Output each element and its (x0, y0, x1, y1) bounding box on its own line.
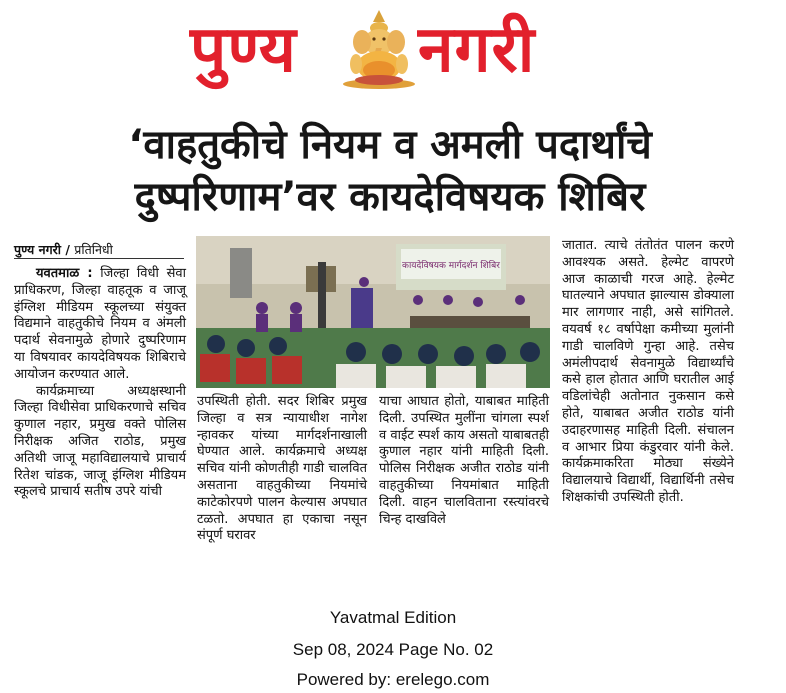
byline-reporter: प्रतिनिधी (74, 242, 113, 257)
masthead (0, 0, 786, 100)
article-column-4 (562, 238, 734, 507)
article-column-2 (197, 394, 367, 545)
headline-line-1: ‘वाहतुकीचे नियम व अमली पदार्थांचे (128, 122, 652, 168)
event-photo-illustration (196, 236, 550, 388)
article-paragraph-1: जिल्हा विधी सेवा प्राधिकरण, जिल्हा वाहतूक व जाजू इंग्लिश मीडियम स्कूलच्या संयुक्त विद्यमाने वाहतुकीचे नियम व अंमली पदार्थ सेवनामुळे होणारे दुष्परिणाम या विषयावर कायदेविषयक शिबिराचे आयोजन करण्यात आले. (14, 266, 186, 382)
byline (14, 241, 113, 258)
footer-date-page: Sep 08, 2024 Page No. 02 (292, 640, 494, 659)
ganesha-icon (338, 6, 420, 90)
masthead-title-right: नगरी (418, 13, 536, 87)
article-paragraph-3: उपस्थिती होती. सदर शिबिर प्रमुख जिल्हा व सत्र न्यायाधीश नागेश न्हावकर यांच्या मार्गदर्शनाखाली घेण्यात आले. कार्यक्रमाचे अध्यक्ष सचिव यांनी कोणतीही गाडी चालवित असताना वाहतुकीच्या नियमांचे काटेकोरपणे पालन केल्यास अपघात टळतो. अपघात हा एकाचा नसून संपूर्ण घरावर (197, 394, 367, 544)
event-photo (196, 236, 550, 388)
footer-edition: Yavatmal Edition (329, 608, 457, 627)
article-column-3 (379, 394, 549, 528)
byline-source: पुण्य नगरी / (14, 242, 70, 257)
masthead-title-left: पुण्य (190, 13, 297, 87)
photo-banner-text: कायदेविषयक मार्गदर्शन शिबिर (402, 261, 500, 271)
article-column-1 (14, 266, 186, 501)
article-paragraph-2: कार्यक्रमाच्या अध्यक्षस्थानी जिल्हा विधीसेवा प्राधिकरणाचे सचिव कुणाल नहार, प्रमुख वक्ते पोलिस निरीक्षक अजित राठोड, प्रमुख अतिथी जाजू महाविद्यालयाचे प्राचार्य रितेश चांडक, जाजू इंग्लिश मीडियम स्कूलचे प्राचार्य सतीष उपरे यांची (14, 383, 186, 500)
article-paragraph-5: जातात. त्याचे तंतोतंत पालन करणे आवश्यक असते. हेल्मेट वापरणे आज काळाची गरज आहे. हेल्मेट घातल्याने अपघात झाल्यास डोक्याला मार लागणार नाही, असे सांगितले. वयवर्ष १८ वर्षापेक्षा कमीच्या मुलांनी गाडी चालविणे गुन्हा आहे. तसेच अमंलीपदार्थ सेवनामुळे विद्यार्थ्यांचे कसे हाल होतात आणि घरातील आई वडिलांचेही अतोनात नुकसान कसे होते, याबाबत अजीत राठोड यांनी उदाहरणासह माहिती दिली. संचालन व आभार प्रिया कंडुरवार यांनी केले. कार्यक्रमाकरिता मोठ्या संख्येने विद्यालयाचे विद्यार्थी, विद्यार्थिनी तसेच शिक्षकांची उपस्थिती होती. (562, 238, 734, 505)
article-dateline: यवतमाळ : (36, 266, 93, 281)
headline-line-2: दुष्परिणाम’वर कायदेविषयक शिबिर (134, 174, 646, 220)
article-paragraph-4: याचा आघात होतो, याबाबत माहिती दिली. उपस्थित मुलींना चांगला स्पर्श व वाईट स्पर्श काय असतो याबाबतही कुणाल नहार यांनी माहिती दिली. पोलिस निरीक्षक अजीत राठोड यांनी वाहतुकीच्या नियमांबात माहिती दिली. वाहन चालविताना रस्त्यांवरचे चिन्ह दाखविले (379, 394, 549, 527)
footer-powered-by[interactable]: Powered by: erelego.com (296, 670, 490, 689)
byline-divider (14, 258, 184, 259)
